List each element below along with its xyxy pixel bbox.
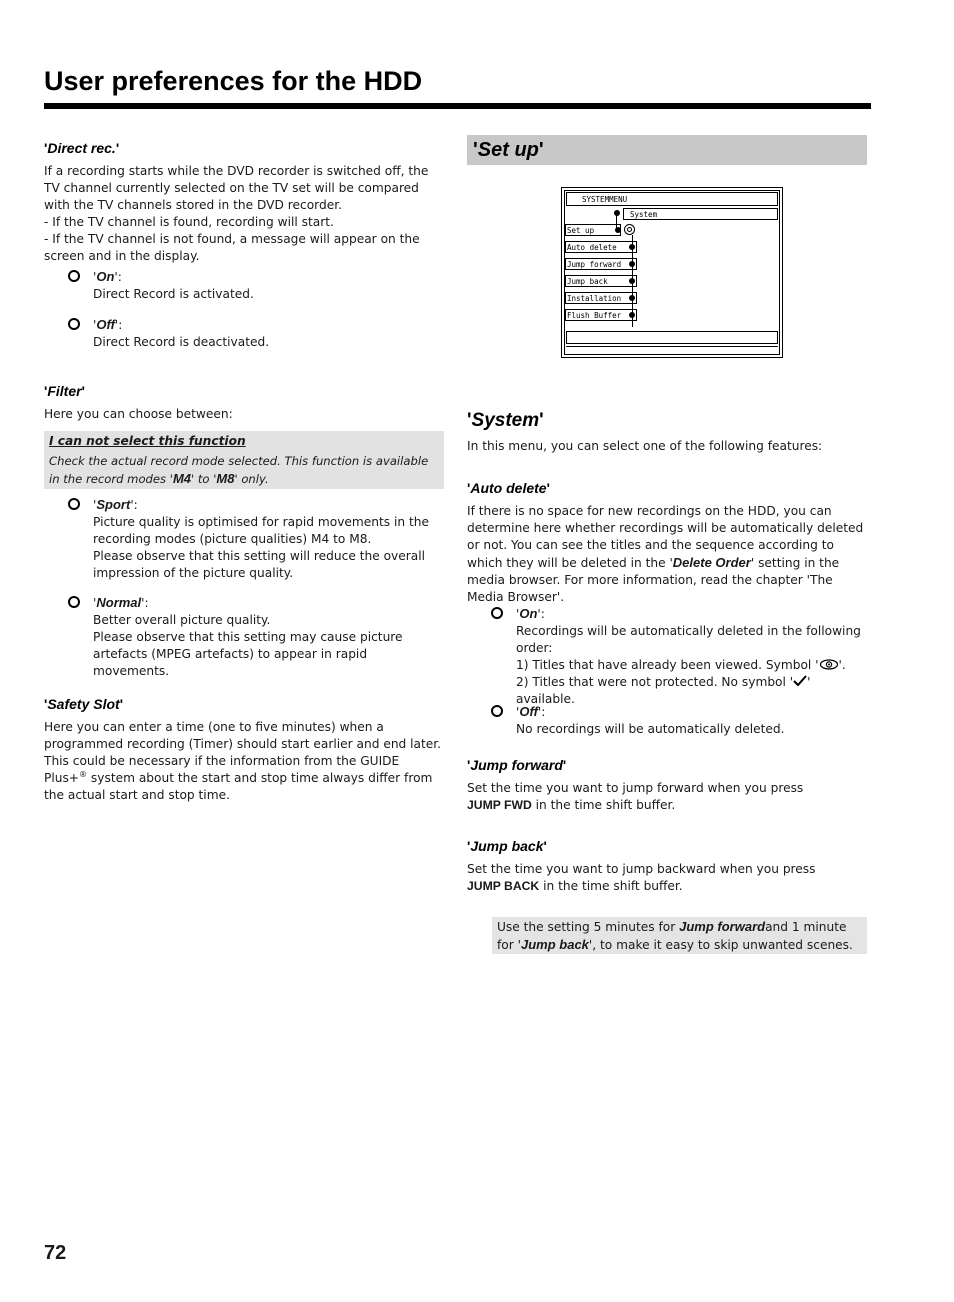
menu-title-bar: [566, 192, 778, 206]
menu-item-dot: [629, 295, 635, 301]
menu-item-dot: [629, 261, 635, 267]
tip-text: Use the setting 5 minutes for Jump forwardand 1 minute for 'Jump back', to make it easy to skip unwanted scenes.: [497, 919, 853, 952]
bullet-icon: [68, 270, 80, 282]
auto-delete-body: If there is no space for new recordings on the HDD, you can determine here whether recordings will be automatically deleted or not. You can see the titles and the sequence according to which they will be deleted in the 'Delete Order' setting in the media browser. For more information, read the chapter 'The Media Browser'.: [467, 504, 864, 604]
bullet-icon: [491, 705, 503, 717]
direct-rec-body: If a recording starts while the DVD recorder is switched off, the TV channel currently selected on the TV set will be compared with the TV channels stored in the DVD recorder.: [44, 164, 429, 212]
page-title: User preferences for the HDD: [44, 66, 423, 96]
menu-item-dot: [629, 244, 635, 250]
menu-submenu-label: System: [630, 210, 658, 219]
jump-back-heading: 'Jump back': [467, 838, 547, 854]
direct-rec-heading: 'Direct rec.': [44, 140, 120, 156]
menu-item-flush-buffer: Flush Buffer: [565, 309, 637, 321]
filter-intro: Here you can choose between:: [44, 407, 233, 421]
jump-back-body: Set the time you want to jump backward when you press JUMP BACK in the time shift buffer.: [467, 862, 816, 893]
eye-icon: [819, 659, 839, 670]
system-intro: In this menu, you can select one of the following features:: [467, 439, 823, 453]
note-title: I can not select this function: [49, 434, 246, 448]
direct-rec-line2: - If the TV channel is not found, a message will appear on the screen and in the display.: [44, 232, 420, 263]
setup-heading-bar: [467, 135, 867, 165]
title-rule: [44, 103, 871, 109]
direct-rec-line1: - If the TV channel is found, recording will start.: [44, 215, 334, 229]
menu-item-dot: [629, 278, 635, 284]
system-menu-diagram: [561, 187, 783, 358]
note-text: Check the actual record mode selected. This function is available in the record modes 'M4' to 'M8' only.: [49, 454, 429, 486]
menu-inner-frame: [564, 190, 780, 355]
menu-info-bar: [566, 331, 778, 344]
auto-delete-heading: 'Auto delete': [467, 480, 550, 496]
menu-item-dot: [615, 227, 621, 233]
system-heading: 'System': [467, 410, 544, 431]
menu-item-jump-back: Jump back: [565, 275, 637, 287]
jump-forward-body: Set the time you want to jump forward when you press JUMP FWD in the time shift buffer.: [467, 781, 804, 812]
jump-forward-heading: 'Jump forward': [467, 757, 567, 773]
menu-item-installation: Installation: [565, 292, 637, 304]
menu-title: SYSTEMMENU: [582, 195, 628, 204]
bullet-icon: [68, 318, 80, 330]
menu-item-setup: Set up: [565, 224, 621, 236]
menu-item-dot: [629, 312, 635, 318]
checkmark-icon: [793, 675, 807, 687]
menu-bottom-line: [566, 346, 778, 347]
safety-slot-body: Here you can enter a time (one to five minutes) when a programmed recording (Timer) should start earlier and end later. This could be necessary if the information from the GUIDE Plus+® system about the start and stop time always differ from the actual start and stop time.: [44, 720, 442, 802]
menu-submenu-box: [623, 208, 778, 220]
filter-heading: 'Filter': [44, 383, 85, 399]
selection-ring-icon: [624, 224, 635, 235]
page-number: 72: [44, 1242, 67, 1264]
tip-box: [492, 917, 867, 954]
bullet-icon: [68, 596, 80, 608]
setup-heading: 'Set up': [473, 139, 544, 161]
menu-item-auto-delete: Auto delete: [565, 241, 637, 253]
filter-note-box: [44, 431, 444, 489]
menu-item-jump-forward: Jump forward: [565, 258, 637, 270]
menu-connector-dot: [614, 210, 620, 216]
safety-slot-heading: 'Safety Slot': [44, 696, 124, 712]
bullet-icon: [68, 498, 80, 510]
bullet-icon: [491, 607, 503, 619]
